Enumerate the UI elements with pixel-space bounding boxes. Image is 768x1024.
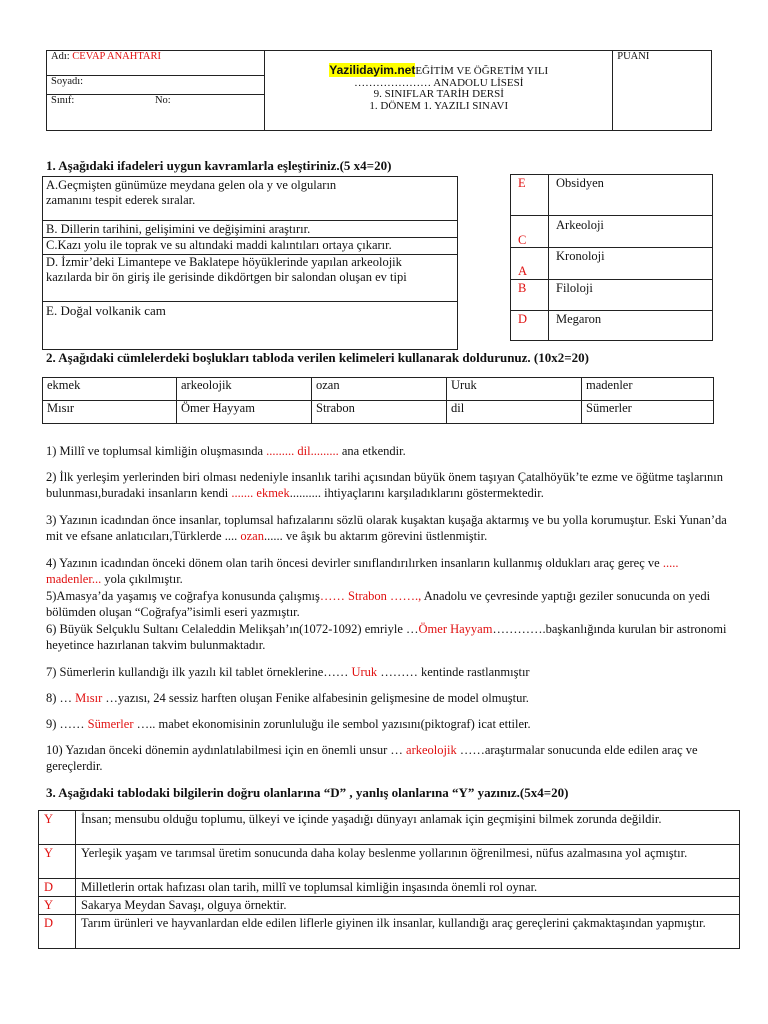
q1-answer-letter-5: D [518,312,528,326]
title-line1: EĞİTİM VE ÖĞRETİM YILI [415,65,549,77]
q2-item-10: 10) Yazıdan önceki dönemin aydınlatılabilmesi için en önemli unsur … arkeolojik ……araştırmalar sonucunda elde edilen araç ve gereçlerdir. [46,743,698,773]
q1-answer-term-3: Kronoloji [556,249,605,263]
q3-mark: D [39,879,76,897]
surname-label: Soyadı: [51,76,84,87]
q1-statement-b: B. Dillerin tarihini, gelişimini ve değişimini araştırır. [46,222,311,236]
q1-statement-a: A.Geçmişten günümüze meydana gelen ola y ve olguların zamanını tespit ederek sıralar. [46,178,337,207]
q2-item-9: 9) …… Sümerler ….. mabet ekonomisinin zorunluluğu ile sembol yazısını(piktograf) icat ettiler. [46,717,531,731]
q1-answer-table [510,174,713,341]
q3-mark: Y [39,897,76,915]
q1-answer-term-1: Obsidyen [556,176,604,190]
word-cell: Sümerler [582,401,714,424]
q2-item-5: 5)Amasya’da yaşamış ve coğrafya konusunda çalışmış…… Strabon ……., Anadolu ve çevresinde yaptığı geziler sonucunda on yedi bölümden oluşan “Coğrafya”isimli eseri yazmıştır. [46,589,711,619]
q2-item-7: 7) Sümerlerin kullandığı ilk yazılı kil tablet örneklerine…… Uruk ……… kentinde rastlanmıştır [46,665,530,679]
q2-item-4: 4) Yazının icadından önceki dönem olan tarih öncesi devirler sınıflandırılırken insanların kullanmış oldukları araç gereç ve ..... madenler... yola çıkılmıştır. [46,556,679,586]
score-cell [613,51,712,131]
q1-answer-term-5: Megaron [556,312,602,326]
q1-answer-letter-4: B [518,281,527,295]
q1-answer-term-2: Arkeoloji [556,218,604,232]
q3-statement: Sakarya Meydan Savaşı, olguya örnektir. [76,897,740,915]
class-cell [47,95,265,131]
question-2-title: 2. Aşağıdaki cümlelerdeki boşlukları tabloda verilen kelimeleri kullanarak doldurunuz. (10x2=20) [46,350,589,365]
word-cell: ozan [312,378,447,401]
title-line4: 1. DÖNEM 1. YAZILI SINAVI [369,99,509,112]
q2-item-2: 2) İlk yerleşim yerlerinden biri olması nedeniyle insanlık tarihi açısından büyük önem taşıyan Çatalhöyük’te ezme ve öğütme taşlarının bulunması,buradaki insanların kendi ....... ekmek.......... ihtiyaçlarını karşıladıklarını göstermektedir. [46,470,724,500]
name-cell [47,51,265,76]
q2-word-table [42,377,714,424]
word-cell: madenler [582,378,714,401]
q1-answer-letter-2: C [518,233,527,247]
exam-title-cell [265,51,613,131]
word-cell: arkeolojik [177,378,312,401]
q1-statement-e: E. Doğal volkanik cam [46,303,166,318]
score-label: PUANI [617,51,650,62]
q1-statement-d: D. İzmir’deki Limantepe ve Baklatepe höyüklerinde yapılan arkeolojik kazılarda bir ön giriş ile gerisinde dikdörtgen bir salondan oluşan ev tipi [46,255,407,284]
q1-statement-c: C.Kazı yolu ile toprak ve su altındaki maddi kalıntıları ortaya çıkarır. [46,238,392,252]
word-cell: ekmek [43,378,177,401]
q3-statement: Yerleşik yaşam ve tarımsal üretim sonucunda daha kolay beslenme yollarının öğrenilmesi, nüfus azalmasına yol açmıştır. [76,845,740,879]
question-1-title: 1. Aşağıdaki ifadeleri uygun kavramlarla eşleştiriniz.(5 x4=20) [46,158,392,173]
name-label: Adı: [51,51,70,62]
word-cell: Mısır [43,401,177,424]
q3-statement: İnsan; mensubu olduğu toplumu, ülkeyi ve içinde yaşadığı dünyayı anlamak için geçmişini bilmek zorunda değildir. [76,811,740,845]
word-cell: Strabon [312,401,447,424]
site-label: Yazilidayim.net [329,63,416,77]
q3-statement: Milletlerin ortak hafızası olan tarih, millî ve toplumsal kimliğin inşasında önemli rol oynar. [76,879,740,897]
q3-statement: Tarım ürünleri ve hayvanlardan elde edilen liflerle giyinen ilk insanlar, kullandığı araç gereçlerini çakmaktaşından yapmıştır. [76,915,740,949]
q3-mark: D [39,915,76,949]
number-label: No: [154,95,171,106]
exam-header-table [46,50,712,131]
title-line2: ………………… ANADOLU LİSESİ [354,76,524,89]
q3-mark: Y [39,845,76,879]
word-cell: dil [447,401,582,424]
surname-cell [47,76,265,95]
q1-answer-term-4: Filoloji [556,281,593,295]
word-cell: Ömer Hayyam [177,401,312,424]
q1-answer-letter-1: E [518,176,526,190]
q2-item-1: 1) Millî ve toplumsal kimliğin oluşmasında ......... dil......... ana etkendir. [46,444,406,458]
q2-item-3: 3) Yazının icadından önce insanlar, toplumsal hafızalarını sözlü olarak kuşaktan kuşağa aktarmış ve bu yolla korumuştur. Eski Yunan’da mit ve efsane anlatıcıları,Türklerde .... ozan...... ve âşık bu aktarım görevini üstlenmiştir. [46,513,727,543]
word-cell: Uruk [447,378,582,401]
class-label: Sınıf: [51,95,75,106]
question-3-title: 3. Aşağıdaki tablodaki bilgilerin doğru olanlarına “D” , yanlış olanlarına “Y” yazınız.(5x4=20) [46,785,569,800]
title-line3: 9. SINIFLAR TARİH DERSİ [373,88,504,100]
q3-true-false-table [38,810,740,949]
q2-item-6: 6) Büyük Selçuklu Sultanı Celaleddin Melikşah’ın(1072-1092) emriyle …Ömer Hayyam………….başkanlığında kurulan bir astronomi heyetince hazırlanan takvim bulunmaktadır. [46,622,727,652]
name-value: CEVAP ANAHTARI [72,51,162,62]
q2-item-8: 8) … Mısır …yazısı, 24 sessiz harften oluşan Fenike alfabesinin gelişmesine de model olmuştur. [46,691,529,705]
q1-answer-letter-3: A [518,264,528,278]
q3-mark: Y [39,811,76,845]
